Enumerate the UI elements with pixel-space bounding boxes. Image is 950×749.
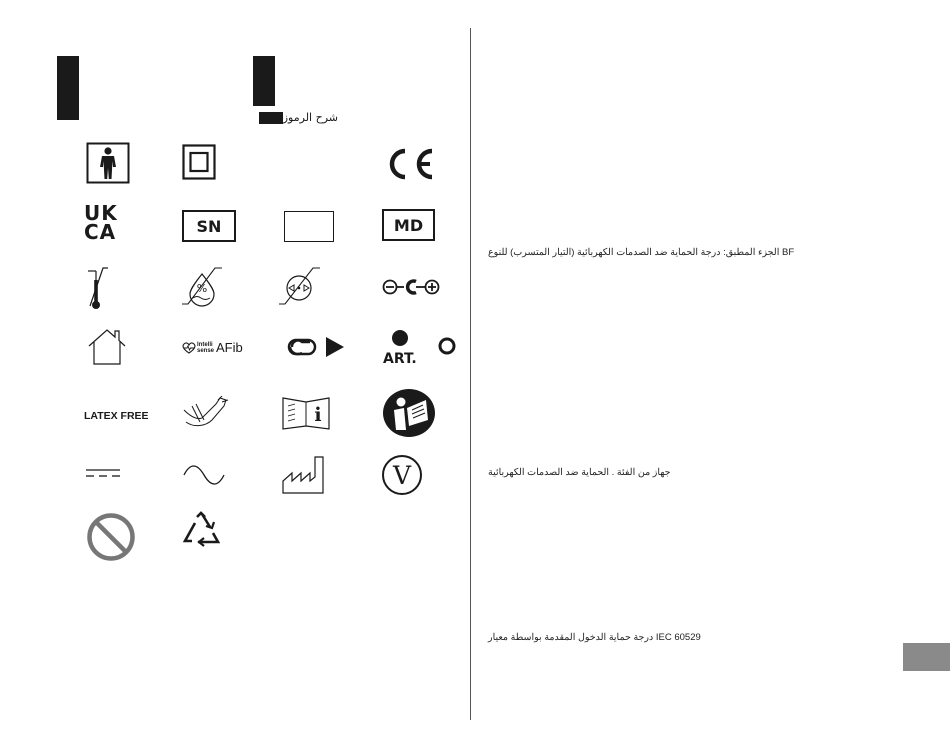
ukca-top-text: UK <box>84 201 118 225</box>
column-divider <box>470 28 471 720</box>
prohibition-icon <box>86 512 136 562</box>
section-heading-label: شرح الرموز <box>282 111 338 124</box>
corner-block-middle <box>253 56 275 106</box>
v-circle-mark-icon <box>381 454 423 496</box>
info-letter: i <box>314 404 322 426</box>
direct-current-icon <box>86 466 120 480</box>
intellisense-top: Intelli <box>197 341 213 348</box>
v-letter: V <box>392 461 412 490</box>
heading-marker <box>259 112 283 124</box>
medical-device-box <box>382 209 435 241</box>
recycle-icon <box>182 511 222 549</box>
description-class-ii-text: جهاز من الفئة . الحماية ضد الصدمات الكهربائية <box>488 467 671 478</box>
description-ip-rating-text: درجة حماية الدخول المقدمة بواسطة معيار IEC 60529 <box>488 632 701 643</box>
art-label: ART. <box>383 351 417 367</box>
section-heading <box>248 111 338 125</box>
cuff-wrap-play-icon <box>282 334 348 360</box>
ukca-mark <box>84 201 128 244</box>
description-type-bf <box>488 247 794 258</box>
afib-label: AFib <box>216 340 243 355</box>
dc-polarity-icon <box>382 278 442 296</box>
humidity-limit-icon <box>182 266 224 308</box>
heart-pulse-icon <box>182 342 196 354</box>
ukca-bottom-text: CA <box>84 220 117 244</box>
empty-rectangle-icon <box>284 211 334 242</box>
alternating-current-icon <box>182 464 226 486</box>
type-bf-applied-part-icon <box>86 142 130 184</box>
description-class-ii <box>488 467 671 478</box>
temperature-limit-icon <box>86 266 116 312</box>
instructions-book-icon <box>281 396 331 432</box>
intellisense-afib-logo <box>182 340 243 355</box>
home-use-icon <box>86 328 128 366</box>
humidity-percent: % <box>196 282 208 295</box>
read-manual-mandatory-icon <box>382 388 436 438</box>
ce-mark-icon <box>382 146 436 182</box>
intellisense-bottom: sense <box>197 347 215 354</box>
atmospheric-pressure-limit-icon <box>278 266 322 308</box>
medical-device-label: MD <box>393 215 424 235</box>
latex-free-label: LATEX FREE <box>84 410 149 422</box>
description-type-bf-text: الجزء المطبق: درجة الحماية ضد الصدمات الكهربائية (التيار المتسرب) للنوع BF <box>488 247 795 258</box>
serial-number-box <box>182 210 236 242</box>
class-ii-double-insulation-icon <box>182 144 216 180</box>
cuff-arm-placement-icon <box>182 396 230 430</box>
serial-number-label: SN <box>196 216 222 236</box>
page-edge-tab <box>903 643 950 671</box>
description-ip-rating <box>488 632 701 643</box>
manufacturer-icon <box>282 455 324 495</box>
corner-block-left <box>57 56 79 120</box>
